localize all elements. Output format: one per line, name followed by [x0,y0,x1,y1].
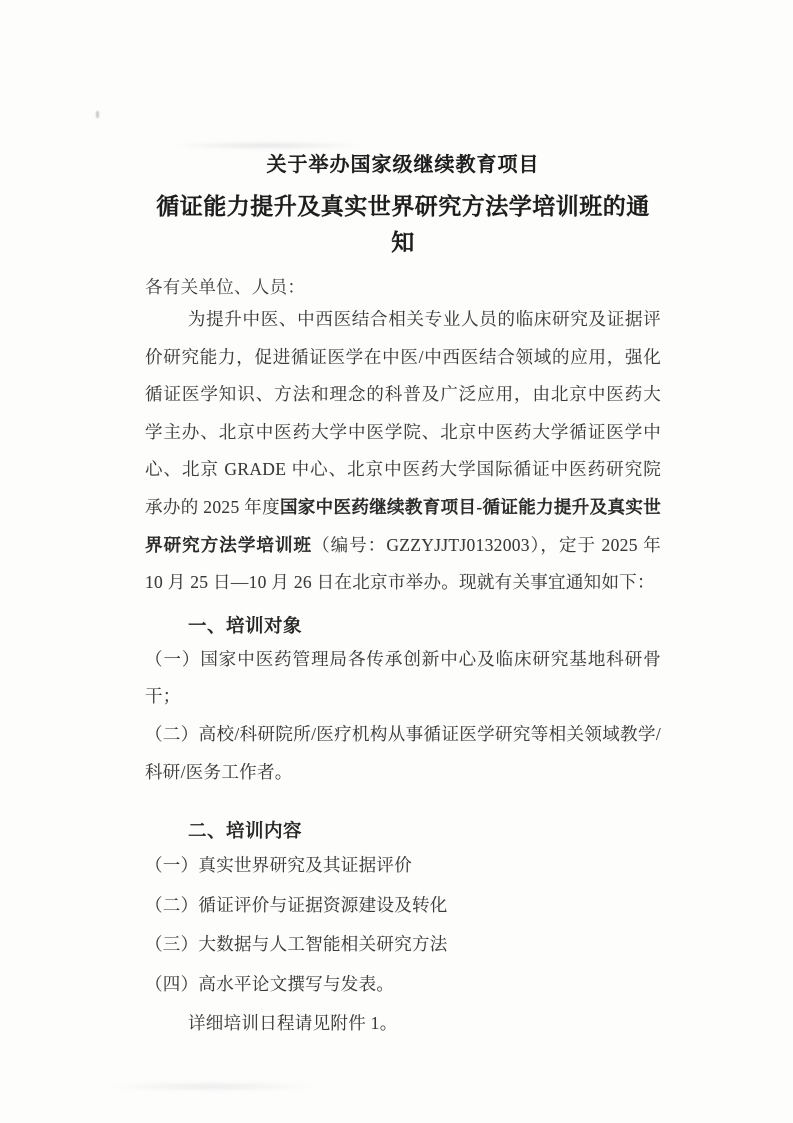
section-heading-training-audience: 一、培训对象 [188,615,303,637]
training-content-item-2: （二）循证评价与证据资源建设及转化 [145,894,448,915]
training-audience-item-2: （二）高校/科研院所/医疗机构从事循证医学研究等相关领域教学/科研/医务工作者。 [145,723,661,782]
training-content-item-4: （四）高水平论文撰写与发表。 [145,973,395,994]
intro-text-after: （编号：GZZYJJTJ0132003），定于 2025 年 10 月 25 日—10 月 26 日在北京市举办。现就有关事宜通知如下： [145,534,661,593]
intro-course-name-bold: 国家中医药继续教育项目-循证能力提升及真实世界研究方法学培训班 [145,496,661,555]
document-content [145,0,661,1042]
training-content-item-3: （三）大数据与人工智能相关研究方法 [145,934,448,955]
scan-speck-artifact [96,111,99,118]
notice-title-line1: 关于举办国家级继续教育项目 [266,154,540,176]
training-content-item-1: （一）真实世界研究及其证据评价 [145,855,412,876]
salutation: 各有关单位、人员： [145,277,306,297]
intro-text-before: 为提升中医、中西医结合相关专业人员的临床研究及证据评价研究能力，促进循证医学在中医/中西医结合领域的应用，强化循证医学知识、方法和理念的科普及广泛应用，由北京中医药大学主办、北京中医药大学中医学院、北京中医药大学循证医学中心、北京 GRADE 中心、北京中医药大学国际循证中医药研究院承办的 2025 年度 [145,309,661,517]
training-audience-item-1: （一）国家中医药管理局各传承创新中心及临床研究基地科研骨干； [145,648,661,707]
scan-bleedthrough-artifact-bottom [105,1082,320,1091]
notice-title-line2: 循证能力提升及真实世界研究方法学培训班的通知 [156,194,650,255]
attachment-note: 详细培训日程请见附件 1。 [188,1013,398,1034]
intro-paragraph [145,301,661,602]
section-heading-training-content: 二、培训内容 [188,821,303,843]
